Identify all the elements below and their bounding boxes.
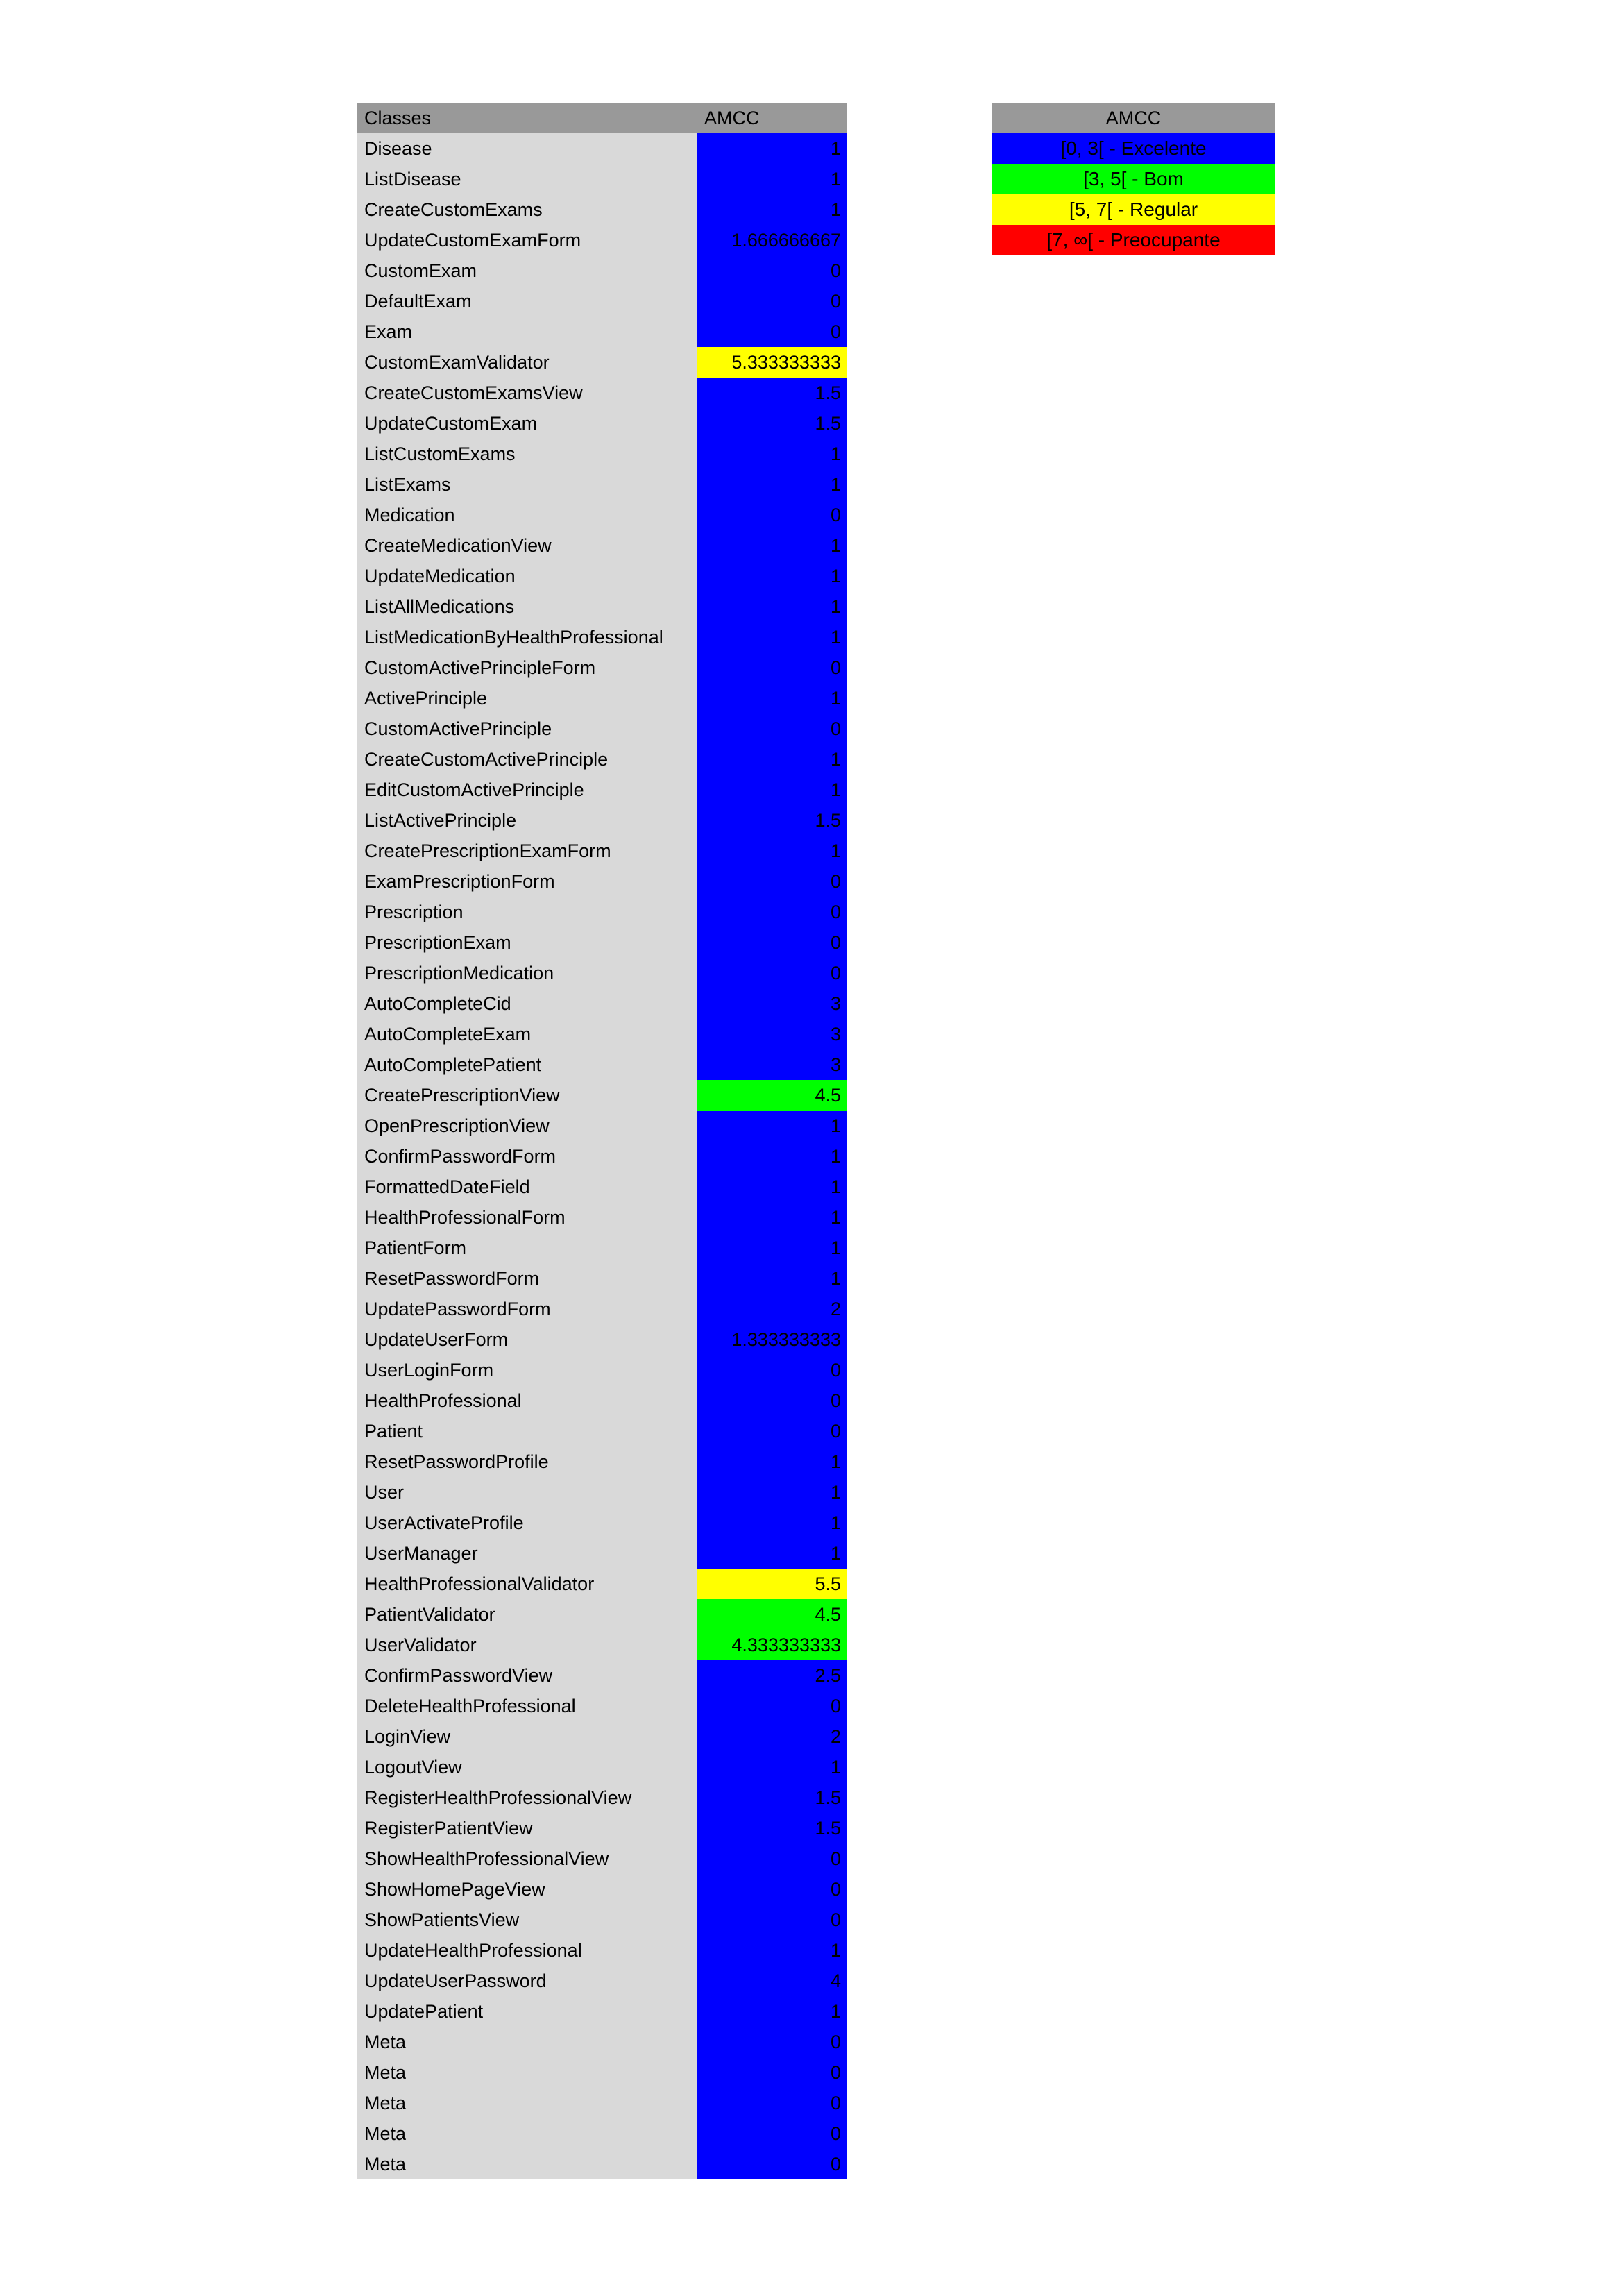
class-name-cell: PatientForm	[357, 1233, 697, 1263]
class-name-cell: CreateCustomExamsView	[357, 378, 697, 408]
amcc-value-cell: 1	[697, 836, 847, 866]
amcc-value-cell: 4.5	[697, 1080, 847, 1111]
amcc-value-cell: 0	[697, 652, 847, 683]
table-body	[357, 133, 847, 2179]
class-name-cell: LoginView	[357, 1721, 697, 1752]
amcc-value-cell: 0	[697, 2088, 847, 2118]
class-name-cell: Disease	[357, 133, 697, 164]
table-row	[357, 1477, 847, 1508]
legend-item-yellow: [5, 7[ - Regular	[992, 194, 1275, 225]
class-name-cell: ShowPatientsView	[357, 1905, 697, 1935]
class-name-cell: CreatePrescriptionView	[357, 1080, 697, 1111]
class-name-cell: Medication	[357, 500, 697, 530]
classes-column-header: Classes	[357, 103, 697, 133]
amcc-value-cell: 0	[697, 255, 847, 286]
class-name-cell: UpdateCustomExamForm	[357, 225, 697, 255]
amcc-value-cell: 1.333333333	[697, 1324, 847, 1355]
amcc-value-cell: 1.5	[697, 1782, 847, 1813]
table-row	[357, 316, 847, 347]
class-name-cell: ResetPasswordProfile	[357, 1446, 697, 1477]
amcc-legend	[992, 103, 1275, 255]
class-name-cell: AutoCompletePatient	[357, 1049, 697, 1080]
class-name-cell: HealthProfessionalValidator	[357, 1569, 697, 1599]
amcc-value-cell: 0	[697, 286, 847, 316]
amcc-column-header: AMCC	[697, 103, 847, 133]
class-name-cell: ActivePrinciple	[357, 683, 697, 714]
table-row	[357, 1294, 847, 1324]
class-name-cell: ConfirmPasswordView	[357, 1660, 697, 1691]
class-name-cell: UpdateHealthProfessional	[357, 1935, 697, 1966]
class-name-cell: UpdateUserPassword	[357, 1966, 697, 1996]
table-row	[357, 1935, 847, 1966]
amcc-value-cell: 0	[697, 958, 847, 988]
table-row	[357, 1080, 847, 1111]
amcc-value-cell: 1	[697, 439, 847, 469]
amcc-value-cell: 3	[697, 988, 847, 1019]
class-name-cell: CustomActivePrincipleForm	[357, 652, 697, 683]
amcc-value-cell: 5.5	[697, 1569, 847, 1599]
amcc-value-cell: 1	[697, 1202, 847, 1233]
class-name-cell: PrescriptionMedication	[357, 958, 697, 988]
class-name-cell: UserValidator	[357, 1630, 697, 1660]
table-row	[357, 1691, 847, 1721]
amcc-value-cell: 5.333333333	[697, 347, 847, 378]
class-name-cell: UserManager	[357, 1538, 697, 1569]
class-name-cell: DefaultExam	[357, 286, 697, 316]
table-row	[357, 2057, 847, 2088]
table-row	[357, 2118, 847, 2149]
amcc-value-cell: 0	[697, 2027, 847, 2057]
table-row	[357, 1874, 847, 1905]
amcc-value-cell: 1	[697, 1508, 847, 1538]
table-row	[357, 1263, 847, 1294]
class-name-cell: User	[357, 1477, 697, 1508]
amcc-value-cell: 0	[697, 927, 847, 958]
table-row	[357, 2027, 847, 2057]
table-row	[357, 561, 847, 591]
amcc-value-cell: 0	[697, 2149, 847, 2179]
amcc-value-cell: 4.333333333	[697, 1630, 847, 1660]
amcc-value-cell: 0	[697, 1691, 847, 1721]
table-row	[357, 1355, 847, 1385]
table-row	[357, 1233, 847, 1263]
amcc-value-cell: 0	[697, 1355, 847, 1385]
amcc-value-cell: 1.5	[697, 1813, 847, 1843]
table-row	[357, 194, 847, 225]
table-row	[357, 1905, 847, 1935]
table-row	[357, 378, 847, 408]
class-name-cell: ShowHealthProfessionalView	[357, 1843, 697, 1874]
amcc-value-cell: 0	[697, 1385, 847, 1416]
amcc-value-cell: 1	[697, 591, 847, 622]
amcc-value-cell: 0	[697, 2057, 847, 2088]
table-row	[357, 1569, 847, 1599]
table-row	[357, 1782, 847, 1813]
amcc-value-cell: 0	[697, 866, 847, 897]
class-name-cell: Meta	[357, 2118, 697, 2149]
table-row	[357, 164, 847, 194]
amcc-value-cell: 1	[697, 744, 847, 775]
table-row	[357, 1049, 847, 1080]
table-row	[357, 1324, 847, 1355]
class-name-cell: Prescription	[357, 897, 697, 927]
class-name-cell: LogoutView	[357, 1752, 697, 1782]
amcc-value-cell: 0	[697, 714, 847, 744]
table-row	[357, 1630, 847, 1660]
table-row	[357, 988, 847, 1019]
class-name-cell: PrescriptionExam	[357, 927, 697, 958]
class-name-cell: Meta	[357, 2027, 697, 2057]
amcc-value-cell: 1	[697, 1263, 847, 1294]
amcc-value-cell: 1.5	[697, 805, 847, 836]
amcc-value-cell: 1	[697, 1446, 847, 1477]
amcc-value-cell: 0	[697, 1416, 847, 1446]
class-name-cell: HealthProfessionalForm	[357, 1202, 697, 1233]
class-name-cell: CustomExam	[357, 255, 697, 286]
table-row	[357, 622, 847, 652]
table-row	[357, 683, 847, 714]
amcc-value-cell: 0	[697, 1874, 847, 1905]
class-name-cell: CustomExamValidator	[357, 347, 697, 378]
amcc-value-cell: 4	[697, 1966, 847, 1996]
table-row	[357, 714, 847, 744]
class-name-cell: RegisterHealthProfessionalView	[357, 1782, 697, 1813]
amcc-value-cell: 2	[697, 1294, 847, 1324]
amcc-value-cell: 0	[697, 1905, 847, 1935]
table-row	[357, 805, 847, 836]
table-row	[357, 225, 847, 255]
legend-title: AMCC	[992, 103, 1275, 133]
amcc-value-cell: 1	[697, 1538, 847, 1569]
class-name-cell: ListExams	[357, 469, 697, 500]
class-name-cell: AutoCompleteExam	[357, 1019, 697, 1049]
class-name-cell: CreateMedicationView	[357, 530, 697, 561]
table-row	[357, 927, 847, 958]
amcc-value-cell: 3	[697, 1049, 847, 1080]
amcc-value-cell: 1.5	[697, 378, 847, 408]
amcc-value-cell: 1.5	[697, 408, 847, 439]
table-row	[357, 1508, 847, 1538]
table-row	[357, 897, 847, 927]
class-name-cell: PatientValidator	[357, 1599, 697, 1630]
amcc-value-cell: 1	[697, 530, 847, 561]
table-row	[357, 1202, 847, 1233]
amcc-classes-table	[357, 103, 847, 2179]
class-name-cell: Meta	[357, 2149, 697, 2179]
amcc-value-cell: 1	[697, 133, 847, 164]
table-row	[357, 347, 847, 378]
amcc-value-cell: 1	[697, 1172, 847, 1202]
table-row	[357, 408, 847, 439]
table-row	[357, 1141, 847, 1172]
table-row	[357, 2149, 847, 2179]
table-row	[357, 286, 847, 316]
table-row	[357, 1752, 847, 1782]
class-name-cell: AutoCompleteCid	[357, 988, 697, 1019]
table-row	[357, 530, 847, 561]
class-name-cell: Meta	[357, 2057, 697, 2088]
amcc-value-cell: 1	[697, 1752, 847, 1782]
class-name-cell: ExamPrescriptionForm	[357, 866, 697, 897]
amcc-value-cell: 3	[697, 1019, 847, 1049]
legend-item-red: [7, ∞[ - Preocupante	[992, 225, 1275, 255]
amcc-value-cell: 1	[697, 194, 847, 225]
class-name-cell: Meta	[357, 2088, 697, 2118]
table-row	[357, 1966, 847, 1996]
legend-items	[992, 133, 1275, 255]
class-name-cell: CustomActivePrinciple	[357, 714, 697, 744]
table-row	[357, 836, 847, 866]
amcc-value-cell: 1	[697, 469, 847, 500]
class-name-cell: ListDisease	[357, 164, 697, 194]
class-name-cell: UpdatePatient	[357, 1996, 697, 2027]
table-row	[357, 591, 847, 622]
table-row	[357, 1996, 847, 2027]
class-name-cell: ShowHomePageView	[357, 1874, 697, 1905]
class-name-cell: HealthProfessional	[357, 1385, 697, 1416]
table-row	[357, 1813, 847, 1843]
table-row	[357, 1172, 847, 1202]
amcc-value-cell: 1	[697, 1141, 847, 1172]
amcc-value-cell: 2.5	[697, 1660, 847, 1691]
class-name-cell: ListCustomExams	[357, 439, 697, 469]
amcc-value-cell: 1	[697, 1233, 847, 1263]
class-name-cell: ListActivePrinciple	[357, 805, 697, 836]
legend-item-blue: [0, 3[ - Excelente	[992, 133, 1275, 164]
class-name-cell: CreateCustomExams	[357, 194, 697, 225]
table-row	[357, 958, 847, 988]
table-row	[357, 1599, 847, 1630]
amcc-value-cell: 2	[697, 1721, 847, 1752]
table-row	[357, 1416, 847, 1446]
table-row	[357, 1111, 847, 1141]
table-row	[357, 1843, 847, 1874]
table-row	[357, 439, 847, 469]
amcc-value-cell: 4.5	[697, 1599, 847, 1630]
table-row	[357, 1446, 847, 1477]
class-name-cell: ListMedicationByHealthProfessional	[357, 622, 697, 652]
class-name-cell: Patient	[357, 1416, 697, 1446]
class-name-cell: UserLoginForm	[357, 1355, 697, 1385]
class-name-cell: EditCustomActivePrinciple	[357, 775, 697, 805]
amcc-value-cell: 1	[697, 1477, 847, 1508]
table-row	[357, 2088, 847, 2118]
table-row	[357, 1019, 847, 1049]
class-name-cell: ConfirmPasswordForm	[357, 1141, 697, 1172]
table-row	[357, 775, 847, 805]
class-name-cell: ListAllMedications	[357, 591, 697, 622]
legend-item-green: [3, 5[ - Bom	[992, 164, 1275, 194]
amcc-value-cell: 1	[697, 1935, 847, 1966]
amcc-value-cell: 1	[697, 164, 847, 194]
table-row	[357, 652, 847, 683]
amcc-value-cell: 0	[697, 316, 847, 347]
amcc-value-cell: 1	[697, 561, 847, 591]
class-name-cell: UpdateMedication	[357, 561, 697, 591]
amcc-value-cell: 1.666666667	[697, 225, 847, 255]
class-name-cell: Exam	[357, 316, 697, 347]
amcc-value-cell: 0	[697, 2118, 847, 2149]
table-row	[357, 500, 847, 530]
class-name-cell: CreatePrescriptionExamForm	[357, 836, 697, 866]
class-name-cell: UserActivateProfile	[357, 1508, 697, 1538]
amcc-value-cell: 1	[697, 775, 847, 805]
amcc-value-cell: 1	[697, 1111, 847, 1141]
amcc-value-cell: 0	[697, 500, 847, 530]
table-row	[357, 1660, 847, 1691]
table-row	[357, 1538, 847, 1569]
class-name-cell: RegisterPatientView	[357, 1813, 697, 1843]
table-row	[357, 469, 847, 500]
table-row	[357, 744, 847, 775]
table-row	[357, 133, 847, 164]
class-name-cell: UpdateUserForm	[357, 1324, 697, 1355]
table-row	[357, 255, 847, 286]
class-name-cell: CreateCustomActivePrinciple	[357, 744, 697, 775]
class-name-cell: ResetPasswordForm	[357, 1263, 697, 1294]
table-row	[357, 1385, 847, 1416]
table-row	[357, 1721, 847, 1752]
amcc-value-cell: 0	[697, 1843, 847, 1874]
amcc-value-cell: 1	[697, 622, 847, 652]
table-row	[357, 866, 847, 897]
class-name-cell: DeleteHealthProfessional	[357, 1691, 697, 1721]
amcc-value-cell: 0	[697, 897, 847, 927]
class-name-cell: OpenPrescriptionView	[357, 1111, 697, 1141]
amcc-value-cell: 1	[697, 683, 847, 714]
class-name-cell: FormattedDateField	[357, 1172, 697, 1202]
amcc-value-cell: 1	[697, 1996, 847, 2027]
class-name-cell: UpdatePasswordForm	[357, 1294, 697, 1324]
class-name-cell: UpdateCustomExam	[357, 408, 697, 439]
table-header-row	[357, 103, 847, 133]
